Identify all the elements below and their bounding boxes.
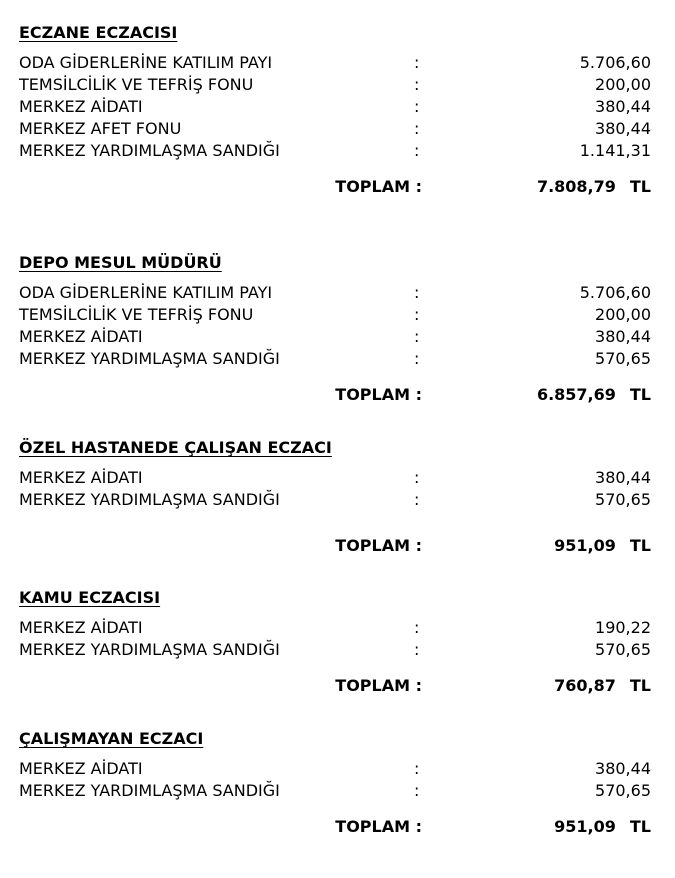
fee-row [19,118,651,140]
fee-colon: : [414,759,420,778]
fee-amount: 570,65 [595,640,651,659]
fee-row [19,758,651,780]
total-amount-group [537,176,651,198]
fee-row [19,282,651,304]
fee-amount: 570,65 [595,349,651,368]
total-row [19,816,651,838]
total-amount: 7.808,79 [536,177,616,196]
total-amount: 6.857,69 [536,385,616,404]
fee-label: MERKEZ YARDIMLAŞMA SANDIĞI [19,349,280,368]
fee-amount: 380,44 [595,468,651,487]
fee-label: MERKEZ AİDATI [19,618,143,637]
fee-amount: 380,44 [595,97,651,116]
fee-amount: 5.706,60 [579,283,651,302]
fee-row [19,467,651,489]
total-row [19,675,651,697]
total-amount-group [554,535,651,557]
total-row [19,176,651,198]
fee-colon: : [414,468,420,487]
fee-colon: : [414,327,420,346]
total-amount: 951,09 [554,536,616,555]
fee-label: MERKEZ YARDIMLAŞMA SANDIĞI [19,141,280,160]
fee-colon: : [414,781,420,800]
section-title: DEPO MESUL MÜDÜRÜ [19,253,222,272]
fee-amount: 380,44 [595,327,651,346]
fee-amount: 200,00 [595,305,651,324]
section-title: ECZANE ECZACISI [19,23,178,42]
fee-label: MERKEZ YARDIMLAŞMA SANDIĞI [19,490,280,509]
fee-label: ODA GİDERLERİNE KATILIM PAYI [19,283,273,302]
total-label: TOPLAM : [335,385,422,404]
total-label: TOPLAM : [335,817,422,836]
currency-label: TL [629,177,651,196]
fee-amount: 5.706,60 [579,53,651,72]
fee-colon: : [414,640,420,659]
total-label: TOPLAM : [335,536,422,555]
fee-label: MERKEZ YARDIMLAŞMA SANDIĞI [19,781,280,800]
total-amount: 760,87 [554,676,616,695]
section-title: KAMU ECZACISI [19,588,161,607]
fee-label: MERKEZ AİDATI [19,327,143,346]
fee-label: MERKEZ AİDATI [19,468,143,487]
section-title: ÖZEL HASTANEDE ÇALIŞAN ECZACI [19,438,332,457]
fee-colon: : [414,141,420,160]
fee-amount: 190,22 [595,618,651,637]
fee-label: MERKEZ AFET FONU [19,119,182,138]
total-amount-group [554,816,651,838]
fee-colon: : [414,97,420,116]
currency-label: TL [629,536,651,555]
currency-label: TL [629,817,651,836]
section-depo-mesul-muduru [19,252,651,406]
fee-colon: : [414,119,420,138]
fee-label: MERKEZ YARDIMLAŞMA SANDIĞI [19,640,280,659]
fee-label: MERKEZ AİDATI [19,759,143,778]
fee-colon: : [414,283,420,302]
section-title: ÇALIŞMAYAN ECZACI [19,729,204,748]
fee-colon: : [414,490,420,509]
fee-colon: : [414,618,420,637]
section-calismayan-eczaci [19,728,651,838]
total-amount-group [537,384,651,406]
section-kamu-eczacisi [19,587,651,697]
fee-label: TEMSİLCİLİK VE TEFRİŞ FONU [19,305,254,324]
fee-colon: : [414,75,420,94]
total-label: TOPLAM : [335,177,422,196]
fee-amount: 570,65 [595,781,651,800]
fee-row [19,96,651,118]
fee-colon: : [414,53,420,72]
total-amount: 951,09 [554,817,616,836]
fee-amount: 380,44 [595,759,651,778]
total-amount-group [554,675,651,697]
fee-row [19,639,651,661]
fee-row [19,617,651,639]
fee-amount: 380,44 [595,119,651,138]
section-ozel-hastane-eczaci [19,437,651,557]
fee-row [19,348,651,370]
fee-row [19,304,651,326]
fee-row [19,52,651,74]
fee-colon: : [414,349,420,368]
fee-colon: : [414,305,420,324]
total-label: TOPLAM : [335,676,422,695]
fee-row [19,489,651,511]
fee-row [19,140,651,162]
total-row [19,384,651,406]
fee-label: ODA GİDERLERİNE KATILIM PAYI [19,53,273,72]
currency-label: TL [629,676,651,695]
fee-row [19,74,651,96]
fee-label: MERKEZ AİDATI [19,97,143,116]
currency-label: TL [629,385,651,404]
fee-amount: 570,65 [595,490,651,509]
total-row [19,535,651,557]
fee-label: TEMSİLCİLİK VE TEFRİŞ FONU [19,75,254,94]
fee-row [19,780,651,802]
fee-row [19,326,651,348]
fee-amount: 200,00 [595,75,651,94]
fee-amount: 1.141,31 [579,141,651,160]
section-eczane-eczacisi [19,22,651,198]
